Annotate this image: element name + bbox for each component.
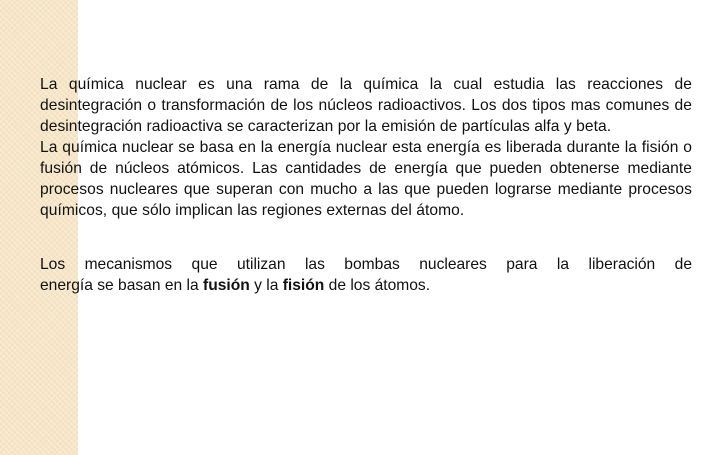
slide-text xyxy=(40,74,692,221)
bombs-line-1: Los mecanismos que utilizan las bombas nucleares para la liberación de xyxy=(40,256,692,273)
bold-fusion: fusión xyxy=(203,277,250,294)
bombs-line-2-middle: y la xyxy=(249,277,283,294)
bombs-line-2 xyxy=(40,275,692,296)
bombs-line-2-suffix: de los átomos. xyxy=(324,277,431,294)
paragraph-nuclear-chemistry: La química nuclear es una rama de la química la cual estudia las reacciones de desintegración o transformación de los núcleos radioactivos. Los dos tipos mas comunes de desintegración radioactiva se caracterizan por la emisión de partículas alfa y beta. xyxy=(40,76,692,135)
paragraph-nuclear-energy: La química nuclear se basa en la energía nuclear esta energía es liberada durante la fisión o fusión de núcleos atómicos. Las cantidades de energía que pueden obtenerse mediante procesos nucleares que superan con mucho a las que pueden lograrse mediante procesos químicos, que sólo implican las regiones externas del átomo. xyxy=(40,139,692,219)
decorative-side-stripe xyxy=(0,0,78,455)
bold-fision: fisión xyxy=(282,277,325,294)
bombs-line-2-prefix: energía se basan en la xyxy=(40,277,203,294)
paragraph-nuclear-bombs xyxy=(40,254,692,296)
